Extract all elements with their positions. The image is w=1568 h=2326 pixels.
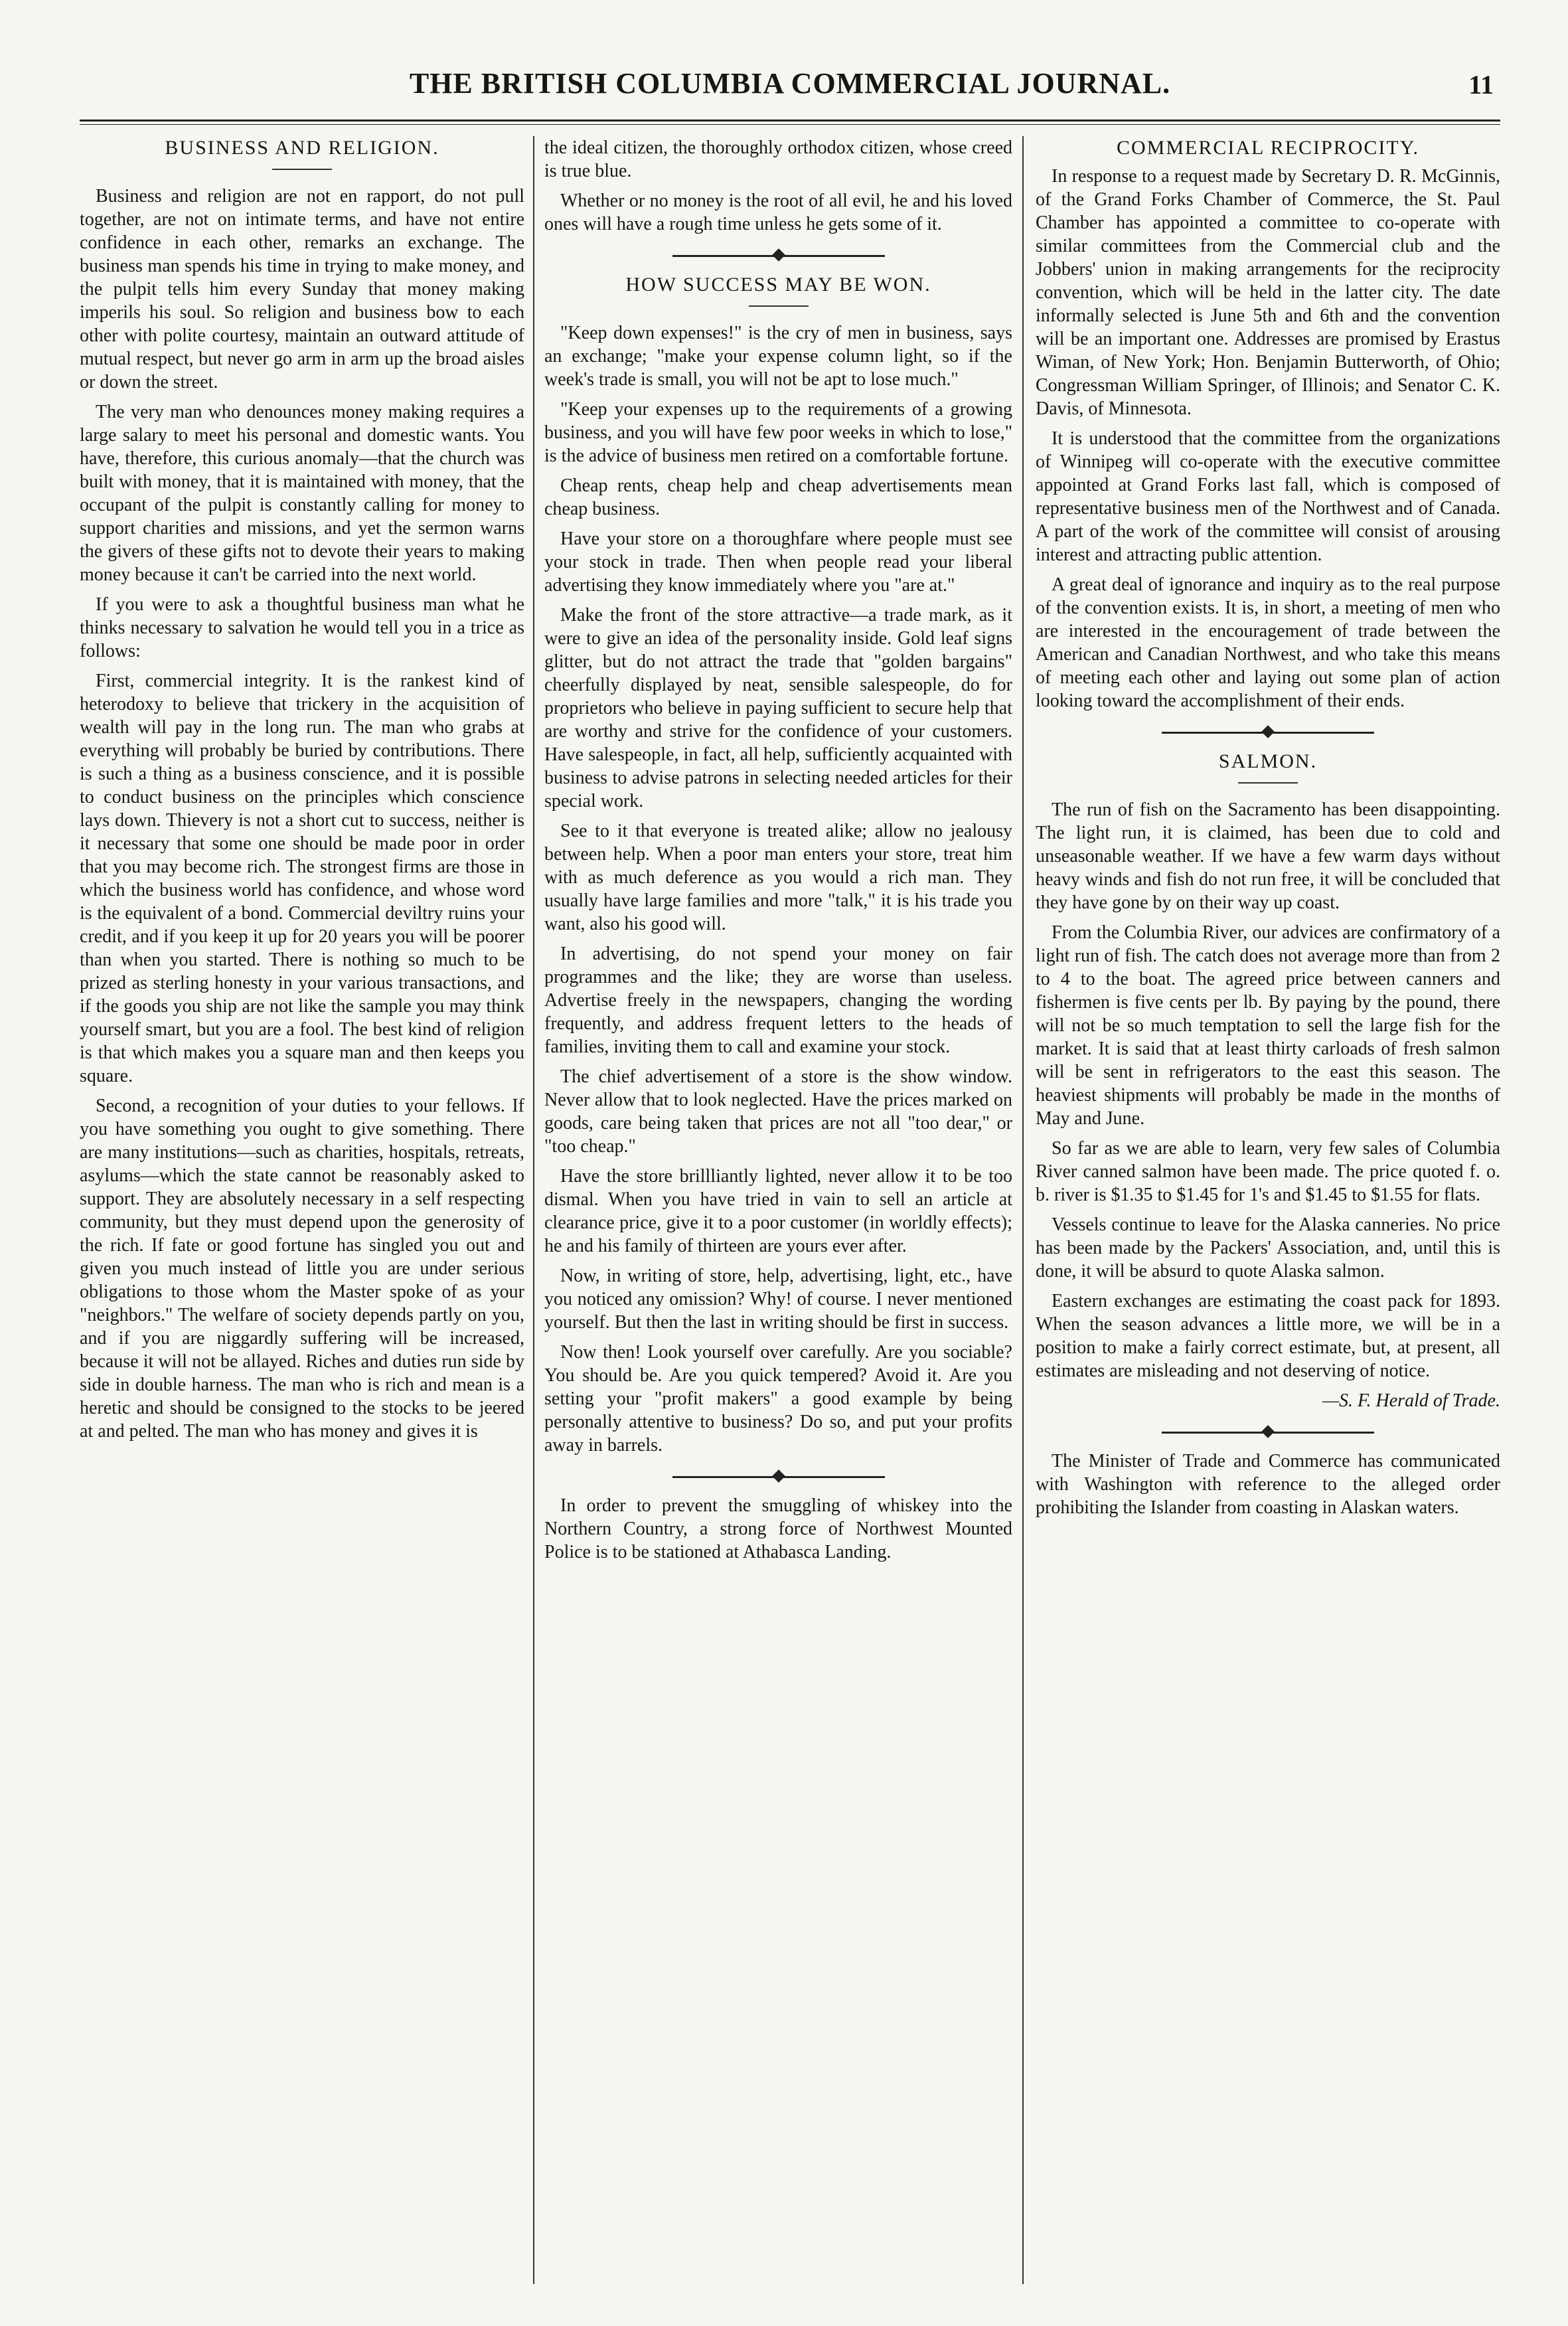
article-paragraph: A great deal of ignorance and inquiry as to the real purpose of the convention exists. It is, in short, a meeting of men who are interested in the encouragement of trade between the American and Canadian Northwest, and who take this means of meeting each other and laying out some plan of action looking toward the accomplishment of their ends. (1036, 574, 1500, 711)
article-paragraph: See to it that everyone is treated alike; allow no jealousy between help. When a poor man enters your store, treat him with as much deference as you would a rich man. They usually have large families and more "talk," it is his trade you want, also his good will. (544, 821, 1012, 934)
article-paragraph: Eastern exchanges are estimating the coast pack for 1893. When the season advances a little more, we will be in a position to make a fairly correct estimate, but, at present, all estimates are misleading and not deserving of notice. (1036, 1291, 1500, 1381)
headline-rule (1238, 782, 1298, 784)
article-paragraph: Have your store on a thoroughfare where people must see your stock in trade. Then when people read your liberal advertising they know immediately where you "are at." (544, 529, 1012, 596)
section-separator (1162, 1424, 1374, 1440)
section-separator (672, 248, 885, 264)
article-paragraph: The run of fish on the Sacramento has been disappointing. The light run, it is claimed, has been due to cold and unseasonable weather. If we have a few warm days without heavy winds and fish do not run free, it will be concluded that they have gone by on their way up coast. (1036, 799, 1500, 913)
article-how-success-may-be-won (544, 273, 1012, 1457)
column-3 (1036, 136, 1500, 2281)
article-salmon (1036, 750, 1500, 1412)
article-paragraph: Now, in writing of store, help, advertising, light, etc., have you noticed any omission? Why! of course. I never mentioned yourself. But then the last in writing should be first in success. (544, 1266, 1012, 1333)
headline-rule (749, 305, 809, 307)
article-minister-note (1036, 1450, 1500, 1519)
article-paragraph: In advertising, do not spend your money on fair programmes and the like; they are worse than useless. Advertise freely in the newspapers, changing the wording frequently, and address frequent letters to the heads of families, inviting them to call and examine your stock. (544, 944, 1012, 1057)
article-continuation (544, 136, 1012, 236)
article-paragraph: Now then! Look yourself over carefully. Are you sociable? You should be. Are you quick tempered? Avoid it. Are you setting your "profit makers" a good example by being personally attentive to business? Do so, and put your profits away in barrels. (544, 1342, 1012, 1455)
header-rule (80, 120, 1500, 125)
article-business-and-religion (80, 136, 524, 1443)
article-paragraph: "Keep your expenses up to the requirements of a growing business, and you will have few poor weeks in which to lose," is the advice of business men retired on a comfortable fortune. (544, 399, 1012, 466)
article-paragraph: "Keep down expenses!" is the cry of men in business, says an exchange; "make your expense column light, so if the week's trade is small, you will not be apt to lose much." (544, 323, 1012, 390)
article-paragraph: The chief advertisement of a store is the show window. Never allow that to look neglected. Have the prices marked on goods, care being taken that prices are not all "too dear," or "too cheap." (544, 1066, 1012, 1157)
article-paragraph: The Minister of Trade and Commerce has communicated with Washington with reference to the alleged order prohibiting the Islander from coasting in Alaskan waters. (1036, 1451, 1500, 1518)
section-separator (672, 1469, 885, 1485)
article-paragraph: It is understood that the committee from the organizations of Winnipeg will co-operate with the executive committee appointed at Grand Forks last fall, which is composed of representative business men of the Northwest and of Canada. A part of the work of the committee will consist of arousing interest and attracting public attention. (1036, 428, 1500, 565)
headline-rule (272, 169, 332, 170)
article-source-credit: —S. F. Herald of Trade. (1322, 1390, 1500, 1411)
journal-title: THE BRITISH COLUMBIA COMMERCIAL JOURNAL. (409, 67, 1171, 100)
section-separator (1162, 724, 1374, 740)
article-headline: HOW SUCCESS MAY BE WON. (625, 274, 931, 295)
article-paragraph: Vessels continue to leave for the Alaska canneries. No price has been made by the Packers' Association, and, until this is done, it will be absurd to quote Alaska salmon. (1036, 1214, 1500, 1282)
page-number: 11 (1468, 70, 1494, 100)
article-paragraph: Second, a recognition of your duties to your fellows. If you have something you ought to give something. There are many institutions—such as charities, hospitals, retreats, asylums—which the state cannot be reasonably asked to support. They are absolutely necessary in a self respecting community, but they must depend upon the generosity of the rich. If fate or good fortune has singled you out and given you much instead of little you are under serious obligations to those whom the Master spoke of as your "neighbors." The welfare of society depends partly on you, and if you are niggardly suffering will be increased, because it will not be allayed. Riches and duties run side by side in double harness. The man who is rich and mean is a heretic and should be consigned to the stocks to be jeered at and pelted. The man who has money and gives it is (80, 1096, 524, 1442)
article-paragraph: Business and religion are not en rapport, do not pull together, are not on intimate terms, and have not entire confidence in each other, remarks an exchange. The business man spends his time in trying to make money, and the pulpit tells him every Sunday that money making imperils his soul. So religion and business bow to each other with polite courtesy, maintain an outward attitude of mutual respect, but never go arm in arm up the broad aisles or down the street. (80, 186, 524, 392)
article-commercial-reciprocity (1036, 136, 1500, 712)
running-head (80, 66, 1500, 113)
column-2 (544, 136, 1012, 2281)
article-smuggling-note (544, 1494, 1012, 1564)
article-paragraph: Whether or no money is the root of all evil, he and his loved ones will have a rough time unless he gets some of it. (544, 191, 1012, 234)
article-paragraph: First, commercial integrity. It is the rankest kind of heterodoxy to believe that trickery in the acquisition of wealth will pay in the long run. The man who grabs at everything will probably be buried by contributions. There is such a thing as a business conscience, and it is possible to conduct business on the principles which conscience lays down. Thievery is not a short cut to success, neither is it necessary that some one should be made poor in order that you may become rich. The strongest firms are those in which the business world has confidence, and whose word is the equivalent of a bond. Commercial deviltry ruins your credit, and if you keep it up for 20 years you will be poorer than when you started. There is nothing so much to be prized as sterling honesty in your various transactions, and if the goods you ship are not like the sample you may think yourself smart, but you are a fool. The best kind of religion is that which makes you a square man and then keeps you square. (80, 671, 524, 1086)
article-paragraph: If you were to ask a thoughtful business man what he thinks necessary to salvation he would tell you in a trice as follows: (80, 594, 524, 661)
column-divider (533, 136, 534, 2284)
article-paragraph: The very man who denounces money making requires a large salary to meet his personal and domestic wants. You have, therefore, this curious anomaly—that the church was built with money, that it is maintained with money, that the occupant of the pulpit is constantly calling for money to support charities and missions, and yet the sermon warns the givers of these gifts not to devote their years to making money because it can't be carried into the next world. (80, 402, 524, 585)
article-paragraph: Have the store brillliantly lighted, never allow it to be too dismal. When you have tried in vain to sell an article at clearance price, give it to a poor customer (in worldly effects); he and his family of thirteen are yours ever after. (544, 1166, 1012, 1256)
article-headline: BUSINESS AND RELIGION. (165, 137, 439, 159)
column-1 (80, 136, 524, 2281)
article-paragraph: From the Columbia River, our advices are confirmatory of a light run of fish. The catch does not average more than from 2 to 4 to the boat. The agreed price between canners and fishermen is five cents per lb. By paying by the pound, there will not be so much temptation to sell the large fish for the market. It is said that at least thirty carloads of fresh salmon will be sent in refrigerators to the east this season. The heaviest shipments will probably be made in the months of May and June. (1036, 922, 1500, 1129)
article-paragraph: In order to prevent the smuggling of whiskey into the Northern Country, a strong force of Northwest Mounted Police is to be stationed at Athabasca Landing. (544, 1495, 1012, 1562)
article-headline: SALMON. (1218, 750, 1318, 772)
article-paragraph: the ideal citizen, the thoroughly orthodox citizen, whose creed is true blue. (544, 137, 1012, 181)
article-paragraph: Cheap rents, cheap help and cheap advertisements mean cheap business. (544, 475, 1012, 519)
article-paragraph: So far as we are able to learn, very few sales of Columbia River canned salmon have been made. The price quoted f. o. b. river is $1.35 to $1.45 for 1's and $1.45 to $1.55 for flats. (1036, 1138, 1500, 1205)
column-divider (1022, 136, 1024, 2284)
article-paragraph: Make the front of the store attractive—a trade mark, as it were to give an idea of the personality inside. Gold leaf signs glitter, but do not attract the trade that "golden bargains" cheerfully displayed by neat, sensible salespeople, do for proprietors who believe in paying sufficient to secure help that are worthy and strive for the confidence of your customers. Have salespeople, in fact, all help, sufficiently acquainted with business to advise patrons in selecting needed articles for their special work. (544, 605, 1012, 811)
article-paragraph: In response to a request made by Secretary D. R. McGinnis, of the Grand Forks Chamber of Commerce, the St. Paul Chamber has appointed a committee to co-operate with similar committees from the Commercial club and the Jobbers' union in making arrangements for the reciprocity convention, which will be held in the latter city. The date informally selected is June 5th and 6th and the convention will be an important one. Addresses are promised by Erastus Wiman, of New York; Hon. Benjamin Butterworth, of Ohio; Congressman William Springer, of Illinois; and Senator C. K. Davis, of Minnesota. (1036, 166, 1500, 419)
article-headline: COMMERCIAL RECIPROCITY. (1116, 137, 1420, 159)
